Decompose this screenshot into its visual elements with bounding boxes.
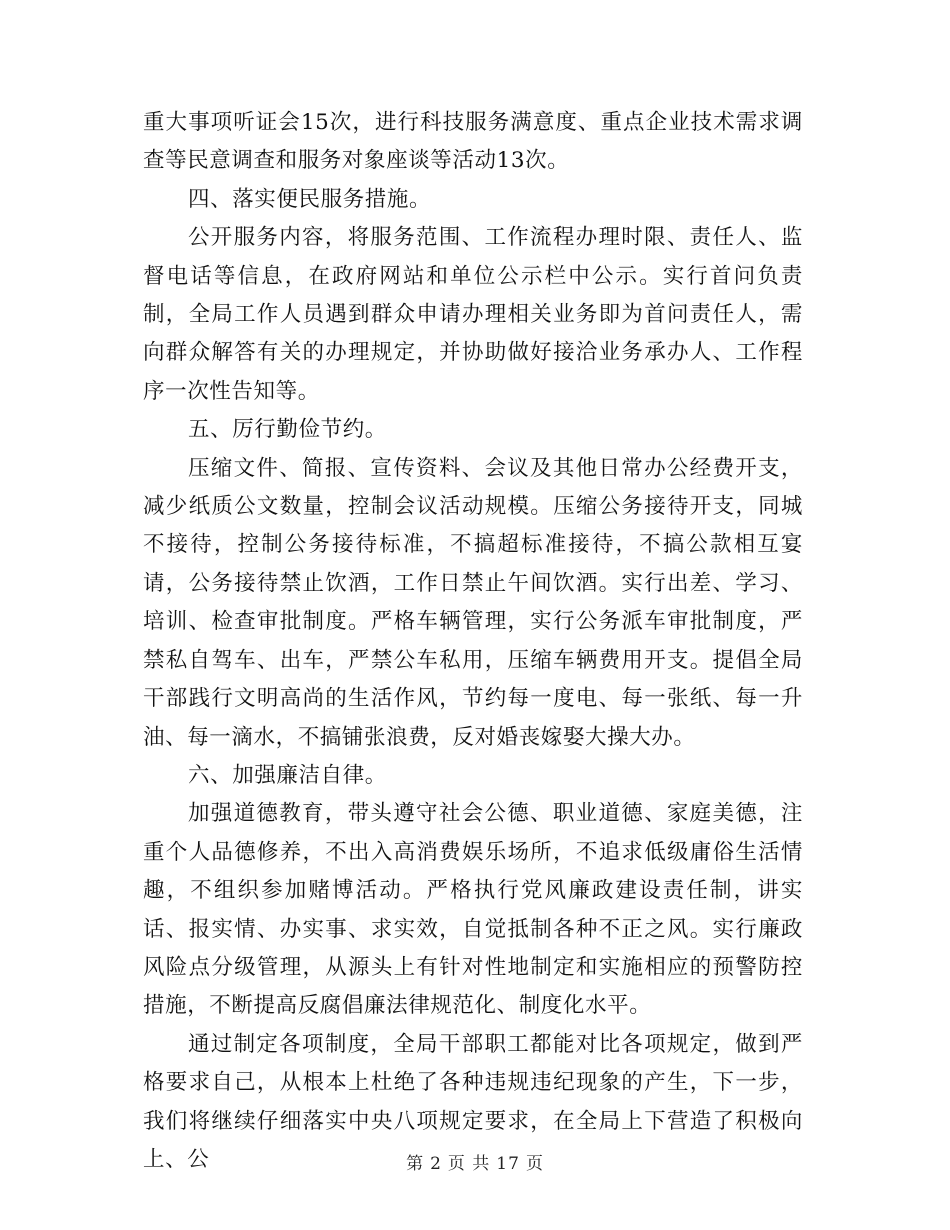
section-heading-4: 四、落实便民服务措施。 — [188, 186, 432, 212]
footer-middle: 页 共 — [447, 1154, 491, 1174]
paragraph-service-measures: 公开服务内容，将服务范围、工作流程办理时限、责任人、监督电话等信息，在政府网站和单位公示栏中公示。实行首问负责制，全局工作人员遇到群众申请办理相关业务即为首问责任人，需向群众解答有关的办理规定，并协助做好接洽业务承办人、工作程序一次性告知等。 — [143, 225, 803, 404]
footer-suffix: 页 — [525, 1154, 544, 1174]
paragraph-frugality: 压缩文件、简报、宣传资料、会议及其他日常办公经费开支，减少纸质公文数量，控制会议活动规模。压缩公务接待开支，同城不接待，控制公务接待标准，不搞超标准接待，不搞公款相互宴请，公务接待禁止饮酒，工作日禁止午间饮酒。实行出差、学习、培训、检查审批制度。严格车辆管理，实行公务派车审批制度，严禁私自驾车、出车，严禁公车私用，压缩车辆费用开支。提倡全局干部践行文明高尚的生活作风，节约每一度电、每一张纸、每一升油、每一滴水，不搞铺张浪费，反对婚丧嫁娶大操大办。 — [143, 455, 803, 750]
footer-total-pages: 17 — [496, 1154, 520, 1174]
section-heading-5: 五、厉行勤俭节约。 — [188, 417, 387, 443]
footer-prefix: 第 — [406, 1154, 425, 1174]
footer-page-number: 2 — [430, 1154, 442, 1174]
paragraph-continuation: 重大事项听证会15次，进行科技服务满意度、重点企业技术需求调查等民意调查和服务对象座谈等活动13次。 — [143, 110, 803, 174]
section-heading-6: 六、加强廉洁自律。 — [188, 762, 387, 788]
paragraph-integrity: 加强道德教育，带头遵守社会公德、职业道德、家庭美德，注重个人品德修养，不出入高消费娱乐场所，不追求低级庸俗生活情趣，不组织参加赌博活动。严格执行党风廉政建设责任制，讲实话、报实情、办实事、求实效，自觉抵制各种不正之风。实行廉政风险点分级管理，从源头上有针对性地制定和实施相应的预警防控措施，不断提高反腐倡廉法律规范化、制度化水平。 — [143, 801, 803, 1019]
paragraph-conclusion: 通过制定各项制度，全局干部职工都能对比各项规定，做到严格要求自己，从根本上杜绝了各种违规违纪现象的产生，下一步，我们将继续仔细落实中央八项规定要求，在全局上下营造了积极向上、公 — [143, 1031, 803, 1172]
page-footer — [0, 1152, 950, 1176]
document-body — [143, 104, 803, 1179]
